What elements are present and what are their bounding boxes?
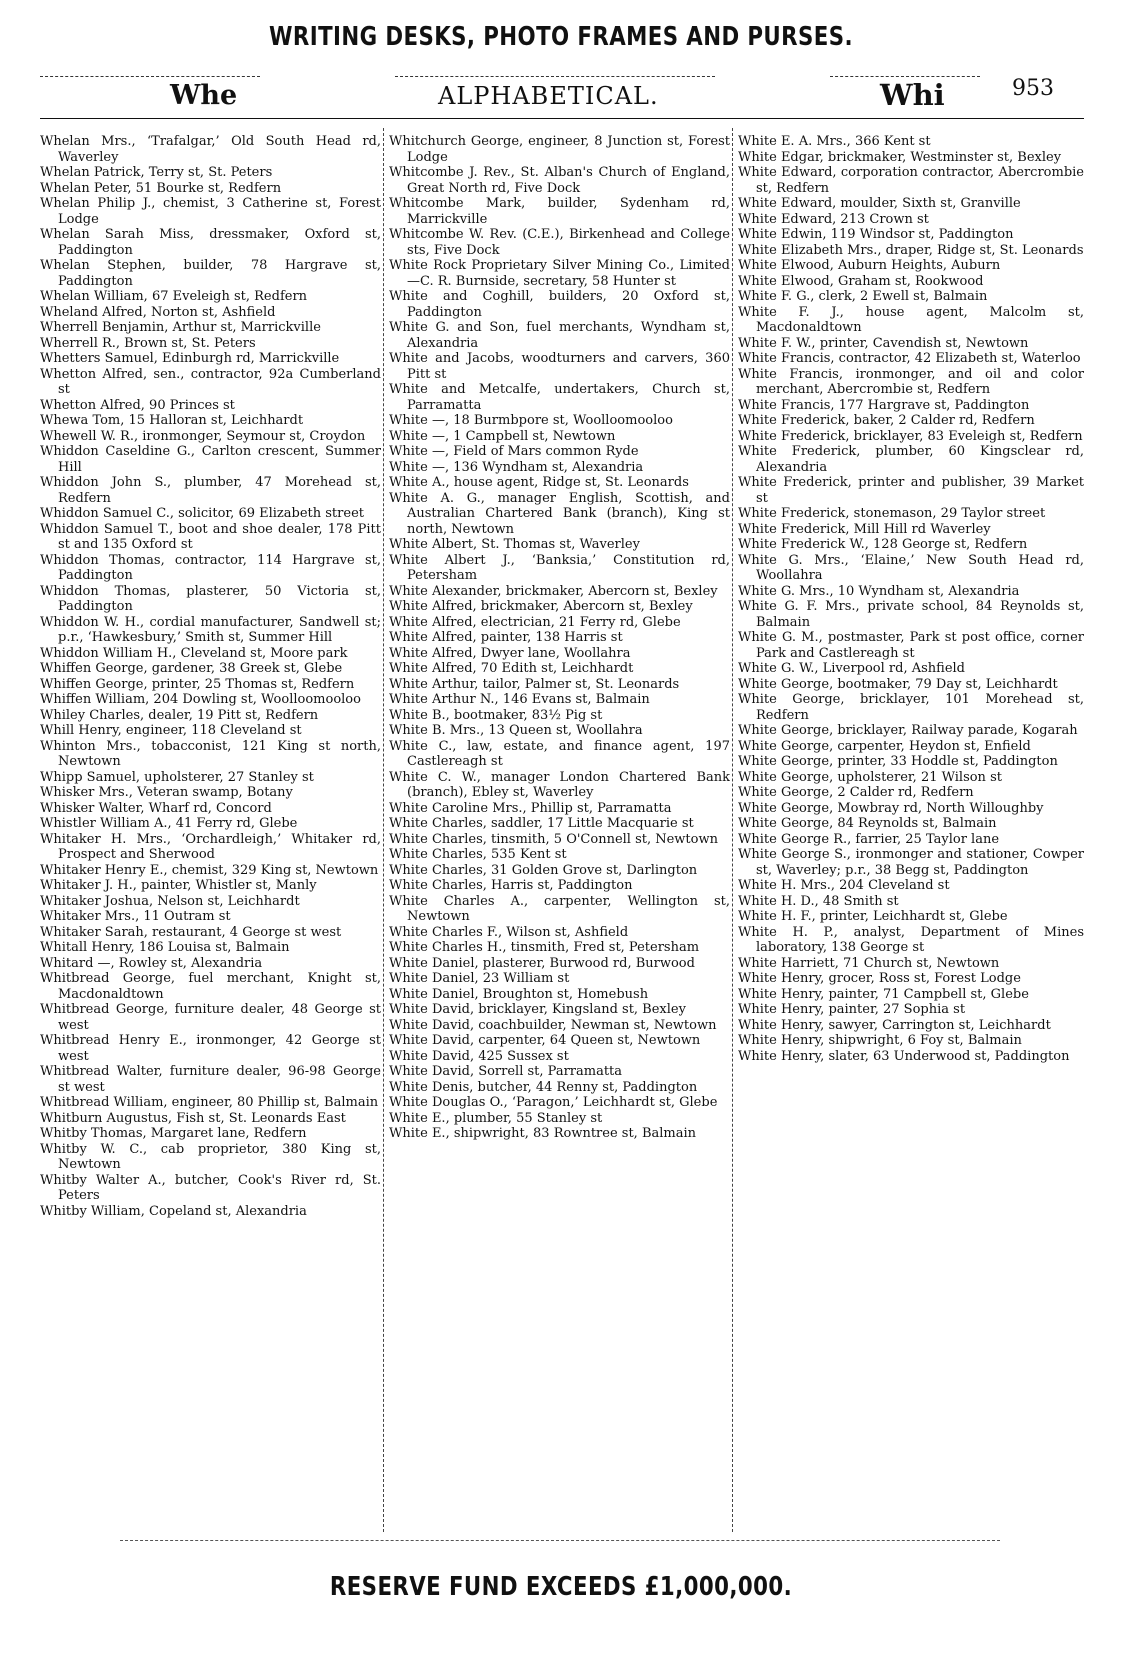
page-number: 953 [1012,76,1054,101]
column-divider [732,128,733,1532]
directory-entry: White Elizabeth Mrs., draper, Ridge st, St. Leonards [738,242,1084,258]
directory-entry: Whelan Stephen, builder, 78 Hargrave st, Paddington [40,258,381,289]
directory-entry: White C., law, estate, and finance agent, 197 Castlereagh st [389,738,730,769]
directory-entry: White Daniel, plasterer, Burwood rd, Burwood [389,955,695,971]
directory-entry: White David, coachbuilder, Newman st, Newtown [389,1017,717,1033]
directory-entry: White and Coghill, builders, 20 Oxford st, Paddington [389,289,730,320]
directory-entry: White —, Field of Mars common Ryde [389,444,639,459]
directory-entry: White David, carpenter, 64 Queen st, Newtown [389,1033,701,1048]
directory-entry: White Charles A., carpenter, Wellington st, Newtown [389,893,730,924]
directory-entry: White and Metcalfe, undertakers, Church st, Parramatta [389,382,730,413]
directory-entry: White F. W., printer, Cavendish st, Newtown [738,335,1029,351]
directory-entry: Whitby W. C., cab proprietor, 380 King st, Newtown [40,1141,381,1172]
directory-entry: White Alfred, 70 Edith st, Leichhardt [389,661,634,676]
directory-entry: Whitaker H. Mrs., ‘Orchardleigh,’ Whitaker rd, Prospect and Sherwood [40,831,381,862]
directory-entry: Whelan William, 67 Eveleigh st, Redfern [40,289,308,304]
directory-entry: Whelan Sarah Miss, dressmaker, Oxford st, Paddington [40,227,381,258]
directory-entry: Whetters Samuel, Edinburgh rd, Marrickville [40,351,340,366]
directory-entry: White Alfred, electrician, 21 Ferry rd, Glebe [389,614,681,630]
directory-entry: Whitcombe W. Rev. (C.E.), Birkenhead and College sts, Five Dock [389,227,730,258]
directory-entry: White George, upholsterer, 21 Wilson st [738,769,1002,785]
directory-entry: White Arthur N., 146 Evans st, Balmain [389,692,650,707]
directory-entry: Whiddon W. H., cordial manufacturer, Sandwell st; p.r., ‘Hawkesbury,’ Smith st, Summer Hill [40,614,381,645]
directory-entry: White G. Mrs., 10 Wyndham st, Alexandria [738,583,1020,599]
directory-entry: White and Jacobs, woodturners and carvers, 360 Pitt st [389,351,730,382]
directory-entry: Whewell W. R., ironmonger, Seymour st, Croydon [40,428,366,444]
directory-entry: White Charles F., Wilson st, Ashfield [389,924,629,940]
directory-entry: White Henry, sawyer, Carrington st, Leichhardt [738,1017,1051,1033]
directory-entry: White Rock Proprietary Silver Mining Co., Limited—C. R. Burnside, secretary, 58 Hunter st [389,258,730,289]
directory-entry: White David, Sorrell st, Parramatta [389,1064,623,1079]
directory-entry: White B. Mrs., 13 Queen st, Woollahra [389,723,643,738]
directory-entry: Whiffen George, printer, 25 Thomas st, Redfern [40,676,355,692]
directory-entry: White Elwood, Graham st, Rookwood [738,273,984,289]
directory-entry: Whitard —, Rowley st, Alexandria [40,955,263,971]
directory-entry: White Alfred, brickmaker, Abercorn st, Bexley [389,599,693,614]
directory-entry: White G. and Son, fuel merchants, Wyndham st, Alexandria [389,320,730,351]
directory-entry: Whitbread Henry E., ironmonger, 42 George st west [40,1033,381,1064]
directory-entry: White Edwin, 119 Windsor st, Paddington [738,227,1014,242]
header-rule-left [40,76,260,77]
directory-column-3 [738,134,1084,1534]
directory-entry: White Daniel, 23 William st [389,971,570,986]
directory-entry: Whiley Charles, dealer, 19 Pitt st, Redfern [40,707,319,723]
directory-entry: Whiffen George, gardener, 38 Greek st, Glebe [40,661,343,676]
directory-entry: White Frederick, printer and publisher, 39 Market st [738,475,1084,506]
directory-entry: White Charles, saddler, 17 Little Macquarie st [389,816,694,831]
directory-entry: Whitchurch George, engineer, 8 Junction st, Forest Lodge [389,134,730,165]
directory-entry: White —, 1 Campbell st, Newtown [389,428,616,444]
directory-entry: Whistler William A., 41 Ferry rd, Glebe [40,816,298,831]
directory-entry: Whiddon Thomas, plasterer, 50 Victoria st, Paddington [40,583,381,614]
directory-entry: White George, 84 Reynolds st, Balmain [738,816,997,831]
directory-entry: Whitbread Walter, furniture dealer, 96-98 George st west [40,1064,381,1095]
directory-entry: White Charles, 31 Golden Grove st, Darlington [389,862,698,878]
directory-entry: White —, 136 Wyndham st, Alexandria [389,459,644,475]
directory-entry: Whitbread George, fuel merchant, Knight st, Macdonaldtown [40,971,381,1002]
directory-entry: White Frederick, baker, 2 Calder rd, Redfern [738,413,1035,428]
directory-entry: Whiddon Thomas, contractor, 114 Hargrave st, Paddington [40,552,381,583]
directory-entry: White George, printer, 33 Hoddle st, Paddington [738,754,1058,769]
directory-entry: White Charles, 535 Kent st [389,847,567,862]
directory-entry: Whetton Alfred, 90 Princes st [40,397,235,413]
directory-entry: White Edward, 213 Crown st [738,211,929,227]
directory-entry: White Albert, St. Thomas st, Waverley [389,537,640,552]
directory-entry: Whiddon Caseldine G., Carlton crescent, Summer Hill [40,444,381,475]
directory-entry: Whinton Mrs., tobacconist, 121 King st north, Newtown [40,738,381,769]
directory-entry: White E., shipwright, 83 Rowntree st, Balmain [389,1126,697,1141]
directory-entry: White George R., farrier, 25 Taylor lane [738,831,1000,847]
directory-entry: White Charles, tinsmith, 5 O'Connell st, Newtown [389,831,718,847]
directory-entry: Whill Henry, engineer, 118 Cleveland st [40,723,302,738]
bottom-advert-banner: RESERVE FUND EXCEEDS £1,000,000. [329,1572,793,1602]
directory-entry: White George, carpenter, Heydon st, Enfield [738,738,1031,754]
directory-entry: Whipp Samuel, upholsterer, 27 Stanley st [40,769,314,785]
directory-entry: Whitaker Mrs., 11 Outram st [40,909,231,924]
directory-entry: White George, Mowbray rd, North Willoughby [738,800,1044,816]
directory-entry: Whiffen William, 204 Dowling st, Woolloomooloo [40,692,361,707]
directory-entry: White H. P., analyst, Department of Mines laboratory, 138 George st [738,924,1084,955]
directory-entry: White Edward, moulder, Sixth st, Granville [738,196,1021,211]
header-rule-center [395,76,715,77]
directory-entry: White Francis, contractor, 42 Elizabeth st, Waterloo [738,351,1081,366]
directory-entry: White Harriett, 71 Church st, Newtown [738,955,1000,971]
directory-entry: Whitaker Sarah, restaurant, 4 George st west [40,924,342,940]
directory-entry: White H. F., printer, Leichhardt st, Glebe [738,909,1008,924]
directory-entry: White Albert J., ‘Banksia,’ Constitution rd, Petersham [389,552,730,583]
directory-entry: White Daniel, Broughton st, Homebush [389,986,649,1002]
directory-entry: Whelan Mrs., ‘Trafalgar,’ Old South Head rd, Waverley [40,134,381,165]
directory-entry: White George S., ironmonger and stationer, Cowper st, Waverley; p.r., 38 Begg st, Paddington [738,847,1084,878]
directory-entry: White E., plumber, 55 Stanley st [389,1110,603,1126]
directory-column-1 [40,134,381,1534]
directory-entry: White F. G., clerk, 2 Ewell st, Balmain [738,289,988,304]
directory-entry: Whewa Tom, 15 Halloran st, Leichhardt [40,413,304,428]
directory-entry: Whitcombe J. Rev., St. Alban's Church of England, Great North rd, Five Dock [389,165,730,196]
directory-entry: Whitburn Augustus, Fish st, St. Leonards East [40,1110,346,1126]
directory-entry: White George, 2 Calder rd, Redfern [738,785,974,800]
directory-entry: Whelan Philip J., chemist, 3 Catherine st, Forest Lodge [40,196,381,227]
directory-entry: Whitaker Henry E., chemist, 329 King st, Newtown [40,862,379,878]
column-divider [383,128,384,1532]
directory-entry: White Edward, corporation contractor, Abercrombie st, Redfern [738,165,1084,196]
directory-entry: Whitall Henry, 186 Louisa st, Balmain [40,940,290,955]
directory-entry: Whisker Mrs., Veteran swamp, Botany [40,785,293,800]
directory-entry: Whisker Walter, Wharf rd, Concord [40,800,272,816]
directory-entry: Whiddon Samuel T., boot and shoe dealer, 178 Pitt st and 135 Oxford st [40,521,381,552]
directory-entry: Whelan Patrick, Terry st, St. Peters [40,165,273,180]
directory-entry: White Frederick W., 128 George st, Redfern [738,537,1028,552]
directory-entry: White Edgar, brickmaker, Westminster st, Bexley [738,149,1062,165]
directory-entry: Whiddon John S., plumber, 47 Morehead st, Redfern [40,475,381,506]
directory-entry: White Frederick, plumber, 60 Kingsclear rd, Alexandria [738,444,1084,475]
directory-entry: White David, bricklayer, Kingsland st, Bexley [389,1002,686,1017]
header-rule-bottom [40,118,1084,119]
top-advert-banner: WRITING DESKS, PHOTO FRAMES AND PURSES. [268,22,854,52]
directory-entry: White George, bootmaker, 79 Day st, Leichhardt [738,676,1058,692]
directory-entry: White G. M., postmaster, Park st post office, corner Park and Castlereagh st [738,630,1084,661]
directory-entry: White Henry, slater, 63 Underwood st, Paddington [738,1048,1070,1064]
directory-entry: White David, 425 Sussex st [389,1048,569,1064]
directory-entry: White George, bricklayer, Railway parade, Kogarah [738,723,1078,738]
directory-entry: White Francis, ironmonger, and oil and color merchant, Abercrombie st, Redfern [738,366,1084,397]
directory-entry: White Henry, grocer, Ross st, Forest Lodge [738,971,1021,986]
directory-entry: Whitcombe Mark, builder, Sydenham rd, Marrickville [389,196,730,227]
directory-entry: White F. J., house agent, Malcolm st, Macdonaldtown [738,304,1084,335]
directory-entry: Whitby William, Copeland st, Alexandria [40,1203,307,1219]
directory-entry: White Alfred, painter, 138 Harris st [389,630,623,645]
directory-entry: White E. A. Mrs., 366 Kent st [738,134,931,149]
directory-entry: Wherrell Benjamin, Arthur st, Marrickville [40,320,321,335]
running-head-center: ALPHABETICAL. [438,82,659,110]
directory-entry: Whiddon Samuel C., solicitor, 69 Elizabeth street [40,506,364,521]
directory-entry: White H. Mrs., 204 Cleveland st [738,878,950,893]
directory-entry: White Denis, butcher, 44 Renny st, Paddington [389,1079,698,1095]
directory-entry: Whitaker J. H., painter, Whistler st, Manly [40,878,317,893]
directory-entry: Whitbread George, furniture dealer, 48 George st west [40,1002,381,1033]
directory-entry: Wherrell R., Brown st, St. Peters [40,335,256,351]
directory-entry: Whetton Alfred, sen., contractor, 92a Cumberland st [40,366,381,397]
directory-entry: White George, bricklayer, 101 Morehead st, Redfern [738,692,1084,723]
directory-entry: White A. G., manager English, Scottish, and Australian Chartered Bank (branch), King st north, Newtown [389,490,730,537]
directory-entry: White G. F. Mrs., private school, 84 Reynolds st, Balmain [738,599,1084,630]
directory-entry: Whitby Thomas, Margaret lane, Redfern [40,1126,307,1141]
running-head-left: Whe [170,80,238,111]
running-head-right: Whi [880,78,945,112]
directory-entry: White Frederick, bricklayer, 83 Eveleigh st, Redfern [738,428,1083,444]
directory-entry: White Frederick, Mill Hill rd Waverley [738,521,991,537]
directory-entry: White Alexander, brickmaker, Abercorn st, Bexley [389,583,718,599]
directory-entry: White Henry, painter, 71 Campbell st, Glebe [738,986,1029,1002]
header-rule-right [830,76,980,77]
directory-entry: White Douglas O., ‘Paragon,’ Leichhardt st, Glebe [389,1095,718,1110]
directory-entry: Whitbread William, engineer, 80 Phillip st, Balmain [40,1095,379,1110]
directory-entry: White Frederick, stonemason, 29 Taylor street [738,506,1046,521]
directory-entry: White Henry, shipwright, 6 Foy st, Balmain [738,1033,1022,1048]
directory-entry: White C. W., manager London Chartered Bank (branch), Ebley st, Waverley [389,769,730,800]
directory-entry: Whitby Walter A., butcher, Cook's River rd, St. Peters [40,1172,381,1203]
directory-entry: White Francis, 177 Hargrave st, Paddington [738,397,1030,413]
directory-entry: White H. D., 48 Smith st [738,893,899,909]
directory-entry: White Henry, painter, 27 Sophia st [738,1002,966,1017]
directory-entry: Whitaker Joshua, Nelson st, Leichhardt [40,893,300,909]
directory-column-2 [389,134,730,1534]
footer-rule [120,1540,1000,1541]
directory-entry: White Caroline Mrs., Phillip st, Parramatta [389,800,672,816]
directory-entry: White —, 18 Burmbpore st, Woolloomooloo [389,413,673,428]
directory-entry: White A., house agent, Ridge st, St. Leonards [389,475,689,490]
directory-entry: White Alfred, Dwyer lane, Woollahra [389,645,631,661]
directory-entry: Whelan Peter, 51 Bourke st, Redfern [40,180,282,196]
directory-entry: White Charles, Harris st, Paddington [389,878,633,893]
directory-entry: White Charles H., tinsmith, Fred st, Petersham [389,940,700,955]
directory-entry: Whiddon William H., Cleveland st, Moore park [40,645,348,661]
directory-entry: White Elwood, Auburn Heights, Auburn [738,258,1001,273]
directory-entry: Wheland Alfred, Norton st, Ashfield [40,304,276,320]
directory-entry: White G. Mrs., ‘Elaine,’ New South Head rd, Woollahra [738,552,1084,583]
directory-entry: White B., bootmaker, 83½ Pig st [389,707,603,723]
directory-entry: White Arthur, tailor, Palmer st, St. Leonards [389,676,680,692]
directory-entry: White G. W., Liverpool rd, Ashfield [738,661,965,676]
